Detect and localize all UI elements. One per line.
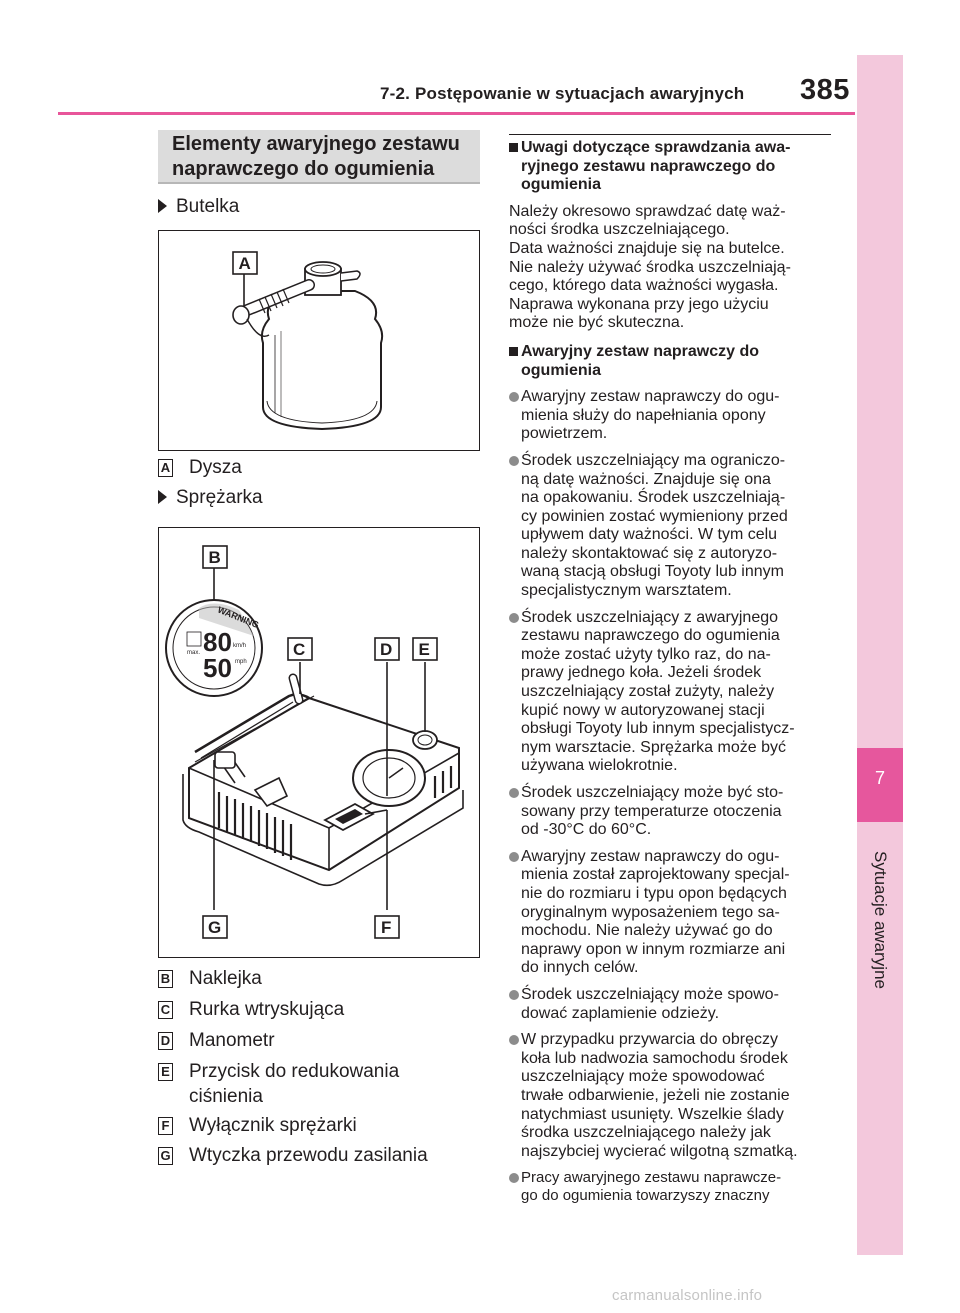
note-heading-kit: Awaryjny zestaw naprawczy do ogumienia [509, 343, 839, 380]
callout-c: C [293, 640, 306, 659]
label-g-text: Wtyczka przewodu zasilania [189, 1145, 428, 1166]
chapter-number: 7 [874, 768, 885, 788]
note-bullet: Środek uszczelniający może spowo- dować zaplamienie odzieży. [509, 986, 839, 1023]
note-bullet: W przypadku przywarcia do obręczy koła lub nadwozia samochodu środek uszczelniający może spowodować trwałe odbarwienie, jeżeli nie zostanie natychmiast usunięty. Wszelkie ślady środka uszczelniającego należy jak najszybciej wycierać wilgotną szmatką. [509, 1031, 839, 1161]
label-c [158, 997, 344, 1022]
sticker-warning-text: WARNING [216, 604, 261, 631]
chapter-tab-label: Sytuacje awaryjne [871, 851, 890, 989]
compressor-illustration [159, 528, 479, 957]
note-bullet: Awaryjny zestaw naprawczy do ogu- mienia został zaprojektowany specjal- nie do rozmiaru i typu opon będących oryginalnym wyposażeniem tego sa- mochodu. Nie należy używać go do naprawy opon w innym rozmiarze ani do innych celów. [509, 848, 839, 978]
callout-b: B [208, 548, 221, 567]
label-e-text: Przycisk do redukowania ciśnienia [189, 1061, 400, 1107]
chapter-tab[interactable] [857, 748, 903, 822]
compressor-figure [158, 527, 480, 958]
label-f [158, 1113, 357, 1138]
side-tab-strip [857, 55, 903, 1255]
note-paragraph-check: Należy okresowo sprawdzać datę waż- ności środka uszczelniającego. Data ważności znajduje się na butelce. Nie należy używać środka uszczelniają- cego, którego data ważności wygasła. Naprawa wykonana przy jego użyciu może nie być skuteczna. [509, 202, 791, 332]
callout-a: A [238, 254, 251, 273]
label-f-text: Wyłącznik sprężarki [189, 1115, 357, 1136]
label-c-key: C [158, 1001, 173, 1019]
note-bullet: Środek uszczelniający może być sto- sowany przy temperaturze otoczenia od -30°C do 60°C. [509, 784, 839, 840]
section-title-line1: Elementy awaryjnego zestawu [172, 133, 460, 155]
warning-sticker [166, 600, 262, 696]
label-f-key: F [158, 1117, 173, 1135]
sticker-speed-50: 50 [203, 653, 232, 683]
label-b-key: B [158, 970, 173, 988]
sticker-speed-80: 80 [203, 627, 232, 657]
label-c-text: Rurka wtryskująca [189, 999, 345, 1020]
page-number: 385 [800, 74, 850, 106]
item-compressor-heading [158, 487, 263, 509]
sticker-max: max. [187, 650, 201, 656]
item-bottle-heading [158, 196, 239, 218]
note-bullet: Pracy awaryjnego zestawu naprawcze- go do ogumienia towarzyszy znaczny [509, 1169, 839, 1204]
label-g-key: G [158, 1147, 173, 1165]
bottle-figure [158, 230, 480, 451]
triangle-bullet-icon [158, 490, 167, 504]
notes-column [509, 139, 839, 1212]
label-a-text: Dysza [189, 457, 242, 478]
note-bullet: Środek uszczelniający ma ograniczo- ną datę ważności. Znajduje się ona na opakowaniu. Środek uszczelniają- cy powinien zostać wymieniony przed upływem daty ważności. W tym celu należy skontaktować się z autoryzo- waną stacją obsługi Toyoty lub innym specjalistycznym warsztatem. [509, 452, 839, 601]
item-compressor-label: Sprężarka [176, 487, 263, 508]
item-bottle-label: Butelka [176, 196, 240, 217]
label-e-key: E [158, 1063, 173, 1081]
note-bullet: Środek uszczelniający z awaryjnego zestawu naprawczego do ogumienia może zostać użyty tylko raz, do na- prawy jednego koła. Jeżeli środek uszczelniający został zużyty, należy kupić nowy w autoryzowanej stacji obsługi Toyoty lub innym specjalistycz- nym warsztacie. Sprężarka może być używana wielokrotnie. [509, 609, 839, 776]
callout-g: G [208, 918, 222, 937]
triangle-bullet-icon [158, 199, 167, 213]
note-bullet: Awaryjny zestaw naprawczy do ogu- mienia służy do napełniania opony powietrzem. [509, 388, 839, 444]
label-d-text: Manometr [189, 1030, 275, 1051]
label-a [158, 455, 242, 480]
label-b-text: Naklejka [189, 968, 262, 989]
label-b [158, 966, 262, 991]
label-g [158, 1143, 428, 1168]
callout-d: D [380, 640, 393, 659]
notes-rule [509, 134, 831, 135]
label-d [158, 1028, 275, 1053]
bottle-illustration [159, 231, 479, 450]
label-e [158, 1059, 399, 1109]
chapter-header: 7-2. Postępowanie w sytuacjach awaryjnych [380, 84, 745, 103]
sticker-unit-kmh: km/h [233, 643, 247, 649]
note-heading-check: Uwagi dotyczące sprawdzania awa- ryjnego zestawu naprawczego do ogumienia [509, 139, 839, 195]
callout-f: F [381, 918, 392, 937]
callout-e: E [418, 640, 430, 659]
label-d-key: D [158, 1032, 173, 1050]
section-title [158, 130, 480, 184]
section-title-line2: naprawczego do ogumienia [172, 158, 435, 180]
label-a-key: A [158, 459, 173, 477]
header-rule [58, 112, 855, 115]
sticker-unit-mph: mph [235, 659, 247, 665]
watermark: carmanualsonline.info [612, 1287, 763, 1304]
